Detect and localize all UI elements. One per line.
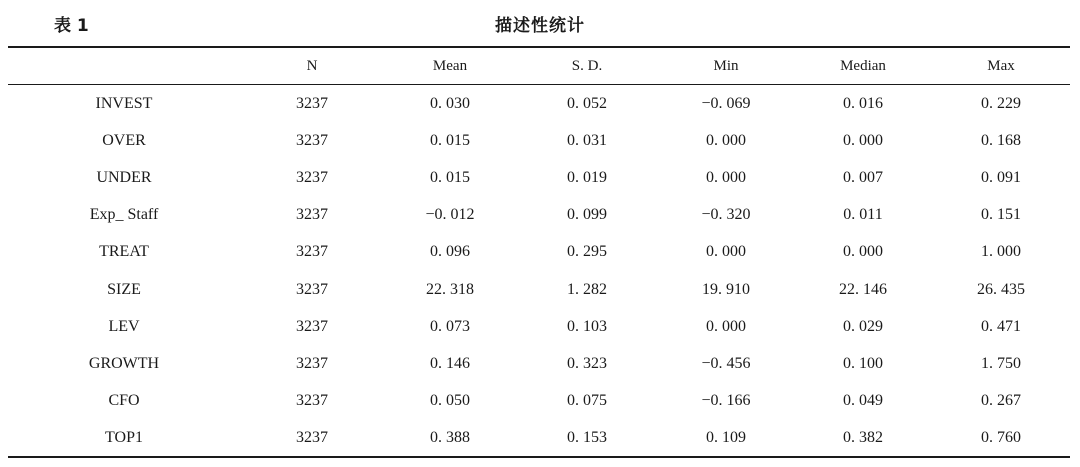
cell-max: 0. 471 [981, 317, 1021, 335]
cell-n: 3237 [296, 428, 328, 446]
cell-sd: 0. 075 [567, 391, 607, 409]
header-row [0, 48, 1080, 85]
table-row [0, 196, 1080, 233]
table-row [0, 122, 1080, 159]
cell-min: 0. 000 [706, 169, 746, 187]
bottom-rule [8, 456, 1070, 458]
cell-n: 3237 [296, 391, 328, 409]
cell-sd: 0. 099 [567, 206, 607, 224]
header-cell-mean: Mean [432, 58, 468, 74]
cell-max: 0. 091 [981, 169, 1021, 187]
cell-min: 0. 000 [706, 317, 746, 335]
cell-n: 3237 [296, 95, 328, 112]
cell-mean: 0. 015 [430, 132, 470, 150]
cell-median: 0. 000 [843, 243, 883, 261]
table-row [0, 345, 1080, 382]
cell-max: 0. 760 [981, 428, 1021, 446]
cell-n: 3237 [296, 206, 328, 224]
cell-variable: INVEST [95, 95, 153, 112]
table-row [0, 308, 1080, 345]
cell-mean: 0. 050 [430, 391, 470, 409]
cell-min: 0. 000 [706, 243, 746, 261]
cell-variable: GROWTH [88, 354, 160, 372]
table-row [0, 271, 1080, 308]
cell-mean: 0. 073 [430, 317, 470, 335]
cell-min: 0. 000 [706, 132, 746, 150]
table-row [0, 233, 1080, 270]
cell-max: 1. 750 [981, 354, 1021, 372]
header-cell-min: Min [713, 58, 739, 74]
cell-n: 3237 [296, 169, 328, 187]
cell-mean: 0. 015 [430, 169, 470, 187]
table-title: 描述性统计 [495, 16, 585, 36]
cell-sd: 0. 031 [567, 132, 607, 150]
cell-min: −0. 069 [701, 95, 751, 112]
cell-mean: 0. 146 [430, 354, 470, 372]
cell-variable: CFO [108, 391, 140, 409]
cell-sd: 0. 295 [567, 243, 607, 261]
cell-median: 0. 382 [843, 428, 883, 446]
cell-n: 3237 [296, 280, 328, 298]
header-cell-variable [44, 48, 204, 85]
header-cell-median: Median [840, 58, 886, 74]
cell-max: 0. 168 [981, 132, 1021, 150]
cell-variable: OVER [102, 132, 146, 150]
table-row [0, 85, 1080, 122]
cell-mean: 0. 388 [430, 428, 470, 446]
header-cell-max: Max [987, 58, 1015, 74]
cell-min: 19. 910 [702, 280, 750, 298]
cell-n: 3237 [296, 354, 328, 372]
table-label: 表 1 [54, 16, 89, 36]
cell-max: 26. 435 [977, 280, 1025, 298]
cell-sd: 0. 323 [567, 354, 607, 372]
cell-mean: −0. 012 [425, 206, 475, 224]
cell-min: −0. 320 [701, 206, 751, 224]
cell-n: 3237 [296, 317, 328, 335]
cell-n: 3237 [296, 132, 328, 150]
cell-median: 0. 000 [843, 132, 883, 150]
table-row [0, 419, 1080, 456]
cell-sd: 1. 282 [567, 280, 607, 298]
cell-mean: 0. 030 [430, 95, 470, 112]
cell-max: 0. 267 [981, 391, 1021, 409]
cell-mean: 22. 318 [426, 280, 474, 298]
cell-variable: LEV [108, 317, 140, 335]
cell-variable: Exp_ Staff [89, 206, 159, 224]
cell-median: 0. 016 [843, 95, 883, 112]
cell-variable: SIZE [107, 280, 141, 298]
cell-min: −0. 166 [701, 391, 751, 409]
cell-variable: TOP1 [105, 428, 143, 446]
cell-sd: 0. 019 [567, 169, 607, 187]
cell-max: 1. 000 [981, 243, 1021, 261]
cell-max: 0. 151 [981, 206, 1021, 224]
cell-min: 0. 109 [706, 428, 746, 446]
cell-median: 0. 100 [843, 354, 883, 372]
cell-variable: TREAT [99, 243, 149, 261]
cell-variable: UNDER [96, 169, 152, 187]
cell-sd: 0. 103 [567, 317, 607, 335]
header-cell-n: N [306, 58, 318, 74]
cell-sd: 0. 052 [567, 95, 607, 112]
cell-median: 0. 049 [843, 391, 883, 409]
cell-min: −0. 456 [701, 354, 751, 372]
header-cell-sd: S. D. [571, 58, 603, 74]
cell-mean: 0. 096 [430, 243, 470, 261]
cell-sd: 0. 153 [567, 428, 607, 446]
cell-median: 22. 146 [839, 280, 887, 298]
table-row [0, 159, 1080, 196]
cell-median: 0. 007 [843, 169, 883, 187]
cell-median: 0. 011 [843, 206, 883, 224]
cell-max: 0. 229 [981, 95, 1021, 112]
table-row [0, 382, 1080, 419]
cell-n: 3237 [296, 243, 328, 261]
cell-median: 0. 029 [843, 317, 883, 335]
